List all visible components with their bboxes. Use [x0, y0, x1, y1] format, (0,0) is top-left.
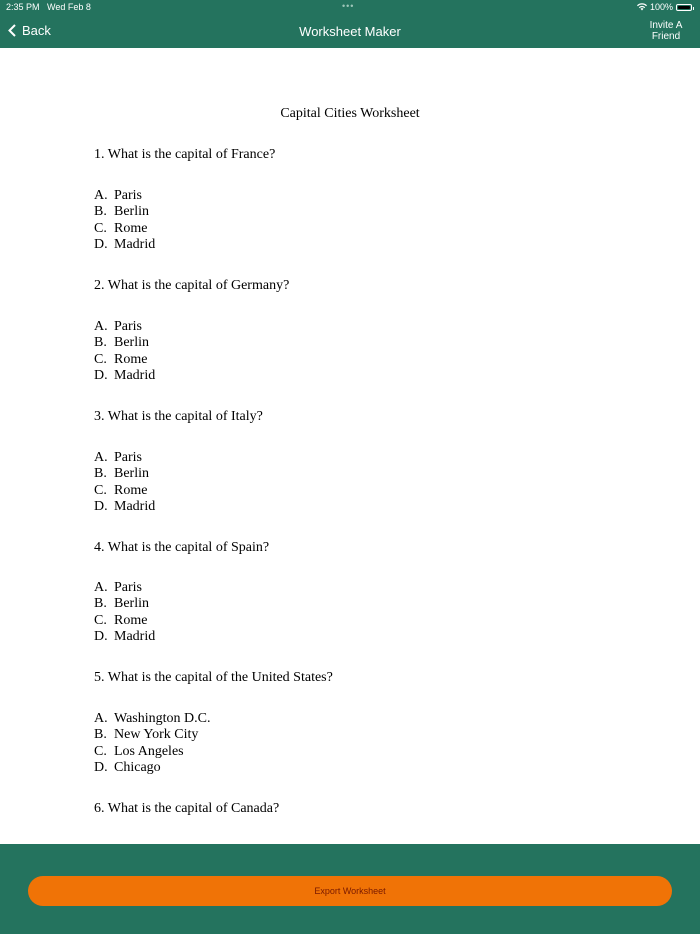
status-indicators	[637, 2, 692, 12]
status-time: 2:35 PM	[6, 2, 40, 12]
invite-label-line1: Invite A	[649, 20, 683, 31]
navigation-bar	[0, 0, 700, 48]
battery-percent: 100%	[649, 2, 673, 12]
question-6: 6. What is the capital of Canada?	[94, 801, 280, 816]
battery-icon	[676, 4, 692, 11]
wifi-icon	[637, 3, 647, 11]
question-1: 1. What is the capital of France?	[94, 147, 276, 162]
invite-label-line2: Friend	[651, 31, 681, 42]
invite-friend-button[interactable]	[646, 20, 686, 42]
question-2-options: A. Paris B. Berlin C. Rome D. Madrid	[94, 319, 156, 384]
worksheet-preview[interactable]	[0, 48, 700, 844]
status-date: Wed Feb 8	[47, 2, 91, 12]
question-3-options: A. Paris B. Berlin C. Rome D. Madrid	[94, 450, 156, 515]
question-4-options: A. Paris B. Berlin C. Rome D. Madrid	[94, 580, 156, 645]
question-2: 2. What is the capital of Germany?	[94, 278, 290, 293]
question-5: 5. What is the capital of the United States?	[94, 670, 333, 685]
question-1-options: A. Paris B. Berlin C. Rome D. Madrid	[94, 188, 156, 253]
worksheet-title: Capital Cities Worksheet	[280, 106, 420, 121]
question-3: 3. What is the capital of Italy?	[94, 409, 263, 424]
page-title: Worksheet Maker	[299, 24, 401, 39]
export-worksheet-button[interactable]	[28, 876, 672, 906]
export-label: Export Worksheet	[314, 886, 386, 896]
status-time-date	[6, 2, 91, 12]
question-5-options: A. Washington D.C. B. New York City C. Los Angeles D. Chicago	[94, 711, 211, 776]
multitasking-dots-icon[interactable]: •••	[342, 1, 355, 11]
question-4: 4. What is the capital of Spain?	[94, 540, 270, 555]
bottom-toolbar	[0, 844, 700, 934]
back-label: Back	[22, 23, 51, 38]
